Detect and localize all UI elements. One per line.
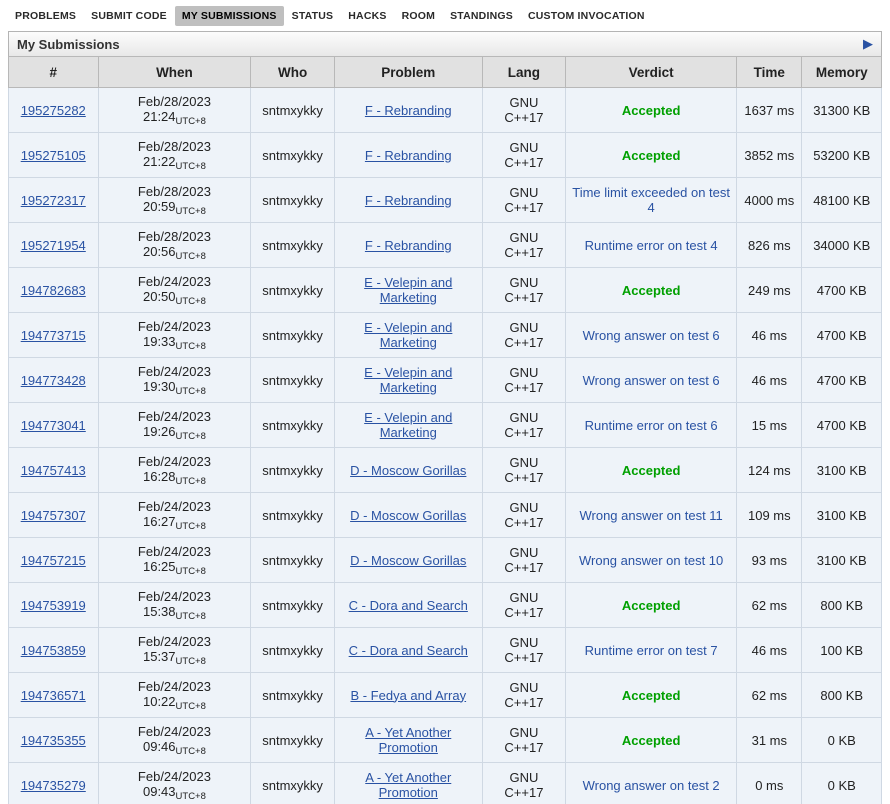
submission-id-link[interactable]: 194736571 <box>20 687 86 703</box>
submission-time: 15 ms <box>737 403 802 448</box>
submission-id-link[interactable]: 194757215 <box>20 552 86 568</box>
submission-date: Feb/28/2023 <box>137 184 211 199</box>
status-badge[interactable]: Wrong answer on test 2 <box>582 777 720 793</box>
status-badge[interactable]: Runtime error on test 6 <box>584 417 718 433</box>
submission-id-link[interactable]: 194757307 <box>20 507 86 523</box>
submission-time: 46 ms <box>737 313 802 358</box>
submission-when-cell <box>98 628 251 673</box>
submission-time-of-day: 21:22 <box>142 154 176 169</box>
problem-link[interactable]: F - Rebranding <box>364 147 452 163</box>
submission-id-link[interactable]: 195275282 <box>20 102 86 118</box>
submission-problem-cell <box>334 88 482 133</box>
submission-verdict-cell <box>566 448 737 493</box>
submission-time: 0 ms <box>737 763 802 804</box>
submission-date: Feb/24/2023 <box>137 724 211 739</box>
submission-verdict-cell <box>566 583 737 628</box>
submission-id-link[interactable]: 194773715 <box>20 327 86 343</box>
submission-id-cell <box>9 178 99 223</box>
col-header-verdict[interactable]: Verdict <box>566 57 737 88</box>
submission-author[interactable]: sntmxykky <box>251 178 334 223</box>
submission-timezone: UTC+8 <box>175 386 206 397</box>
problem-link[interactable]: F - Rebranding <box>364 102 452 118</box>
submission-language: GNU C++17 <box>482 673 565 718</box>
submission-author[interactable]: sntmxykky <box>251 268 334 313</box>
submission-time: 3852 ms <box>737 133 802 178</box>
submissions-body <box>9 88 882 804</box>
status-badge[interactable]: Accepted <box>621 282 681 298</box>
submission-problem-cell <box>334 268 482 313</box>
submission-when-cell <box>98 583 251 628</box>
submission-author[interactable]: sntmxykky <box>251 133 334 178</box>
submission-language: GNU C++17 <box>482 268 565 313</box>
submission-problem-cell <box>334 313 482 358</box>
submission-timezone: UTC+8 <box>175 431 206 442</box>
submission-problem-cell <box>334 223 482 268</box>
submission-id-link[interactable]: 195272317 <box>20 192 86 208</box>
submission-timezone: UTC+8 <box>175 251 206 262</box>
submission-language: GNU C++17 <box>482 133 565 178</box>
table-row <box>9 628 882 673</box>
table-header-row <box>9 57 882 88</box>
submission-verdict-cell <box>566 718 737 763</box>
table-row <box>9 313 882 358</box>
submission-language: GNU C++17 <box>482 403 565 448</box>
status-badge[interactable]: Accepted <box>621 732 681 748</box>
problem-link[interactable]: E - Velepin and Marketing <box>364 320 453 350</box>
submission-language: GNU C++17 <box>482 538 565 583</box>
submission-date: Feb/24/2023 <box>137 544 211 559</box>
nav-item-submit-code[interactable]: SUBMIT CODE <box>91 9 167 22</box>
submission-time-of-day: 09:43 <box>142 784 176 799</box>
submission-time-of-day: 20:50 <box>142 289 176 304</box>
table-row <box>9 268 882 313</box>
submission-time-of-day: 10:22 <box>142 694 176 709</box>
submission-language: GNU C++17 <box>482 178 565 223</box>
submission-verdict-cell <box>566 538 737 583</box>
nav-item-problems[interactable]: PROBLEMS <box>15 9 77 22</box>
submission-time-of-day: 20:59 <box>142 199 176 214</box>
submission-when-cell <box>98 493 251 538</box>
submission-timezone: UTC+8 <box>175 521 206 532</box>
submission-memory: 34000 KB <box>802 223 882 268</box>
submission-timezone: UTC+8 <box>175 656 206 667</box>
problem-link[interactable]: C - Dora and Search <box>348 642 468 658</box>
status-badge[interactable]: Accepted <box>621 102 681 118</box>
submission-verdict-cell <box>566 358 737 403</box>
submission-problem-cell <box>334 493 482 538</box>
submission-verdict-cell <box>566 133 737 178</box>
submission-time-of-day: 16:28 <box>142 469 176 484</box>
table-row <box>9 403 882 448</box>
submission-verdict-cell <box>566 223 737 268</box>
submission-id-link[interactable]: 194782683 <box>20 282 86 298</box>
submission-author[interactable]: sntmxykky <box>251 673 334 718</box>
submission-time: 1637 ms <box>737 88 802 133</box>
submission-verdict-cell <box>566 763 737 804</box>
submission-time-of-day: 19:26 <box>142 424 176 439</box>
submissions-table-wrap <box>8 56 882 804</box>
submission-when-cell <box>98 358 251 403</box>
submission-id-cell <box>9 628 99 673</box>
status-badge[interactable]: Wrong answer on test 6 <box>582 372 720 388</box>
submission-memory: 4700 KB <box>802 403 882 448</box>
submission-timezone: UTC+8 <box>175 476 206 487</box>
submission-date: Feb/24/2023 <box>137 274 211 289</box>
submission-time: 31 ms <box>737 718 802 763</box>
submission-date: Feb/24/2023 <box>137 364 211 379</box>
table-row <box>9 718 882 763</box>
submission-problem-cell <box>334 718 482 763</box>
col-header-when[interactable]: When <box>98 57 251 88</box>
submission-memory: 4700 KB <box>802 313 882 358</box>
submission-id-cell <box>9 718 99 763</box>
submission-verdict-cell <box>566 673 737 718</box>
problem-link[interactable]: E - Velepin and Marketing <box>364 365 453 395</box>
submission-time: 4000 ms <box>737 178 802 223</box>
submission-language: GNU C++17 <box>482 448 565 493</box>
table-row <box>9 88 882 133</box>
submission-timezone: UTC+8 <box>175 161 206 172</box>
submission-date: Feb/24/2023 <box>137 769 211 784</box>
status-badge[interactable]: Wrong answer on test 10 <box>578 552 724 568</box>
submissions-table <box>8 56 882 804</box>
submission-language: GNU C++17 <box>482 493 565 538</box>
submission-memory: 31300 KB <box>802 88 882 133</box>
table-row <box>9 673 882 718</box>
submission-timezone: UTC+8 <box>175 791 206 802</box>
col-header-id[interactable]: # <box>9 57 99 88</box>
problem-link[interactable]: F - Rebranding <box>364 237 452 253</box>
submission-memory: 4700 KB <box>802 268 882 313</box>
submission-language: GNU C++17 <box>482 763 565 804</box>
submission-when-cell <box>98 718 251 763</box>
submission-author[interactable]: sntmxykky <box>251 718 334 763</box>
submission-when-cell <box>98 133 251 178</box>
submission-id-cell <box>9 223 99 268</box>
nav-item-custom-invocation[interactable]: CUSTOM INVOCATION <box>527 9 645 22</box>
nav-item-status[interactable]: STATUS <box>291 9 334 22</box>
status-badge[interactable]: Accepted <box>621 687 681 703</box>
submission-verdict-cell <box>566 403 737 448</box>
submission-id-link[interactable]: 194753919 <box>20 597 86 613</box>
submission-id-link[interactable]: 195275105 <box>20 147 86 163</box>
problem-link[interactable]: A - Yet Another Promotion <box>365 770 452 800</box>
submission-when-cell <box>98 538 251 583</box>
submission-id-cell <box>9 538 99 583</box>
submission-language: GNU C++17 <box>482 628 565 673</box>
table-row <box>9 763 882 804</box>
submission-problem-cell <box>334 358 482 403</box>
submission-id-cell <box>9 448 99 493</box>
submission-problem-cell <box>334 673 482 718</box>
submission-memory: 3100 KB <box>802 493 882 538</box>
submission-memory: 53200 KB <box>802 133 882 178</box>
problem-link[interactable]: D - Moscow Gorillas <box>350 507 467 523</box>
col-header-problem[interactable]: Problem <box>334 57 482 88</box>
submission-author[interactable]: sntmxykky <box>251 223 334 268</box>
submission-language: GNU C++17 <box>482 583 565 628</box>
submission-id-cell <box>9 268 99 313</box>
problem-link[interactable]: E - Velepin and Marketing <box>364 410 453 440</box>
submission-memory: 100 KB <box>802 628 882 673</box>
submission-date: Feb/24/2023 <box>137 409 211 424</box>
submission-problem-cell <box>334 763 482 804</box>
submission-time: 826 ms <box>737 223 802 268</box>
submission-id-cell <box>9 313 99 358</box>
problem-link[interactable]: C - Dora and Search <box>348 597 468 613</box>
submission-author[interactable]: sntmxykky <box>251 493 334 538</box>
submission-timezone: UTC+8 <box>175 296 206 307</box>
submission-author[interactable]: sntmxykky <box>251 313 334 358</box>
submission-date: Feb/24/2023 <box>137 634 211 649</box>
submission-language: GNU C++17 <box>482 313 565 358</box>
status-badge[interactable]: Runtime error on test 4 <box>584 237 718 253</box>
submission-id-cell <box>9 763 99 804</box>
submission-problem-cell <box>334 133 482 178</box>
submission-id-cell <box>9 358 99 403</box>
submission-problem-cell <box>334 538 482 583</box>
submission-verdict-cell <box>566 178 737 223</box>
submission-verdict-cell <box>566 313 737 358</box>
submission-when-cell <box>98 178 251 223</box>
submission-time: 109 ms <box>737 493 802 538</box>
submission-id-link[interactable]: 194773428 <box>20 372 86 388</box>
problem-link[interactable]: D - Moscow Gorillas <box>350 462 467 478</box>
page-title: My Submissions <box>17 36 120 52</box>
submission-timezone: UTC+8 <box>175 611 206 622</box>
submission-author[interactable]: sntmxykky <box>251 763 334 804</box>
table-row <box>9 358 882 403</box>
submission-time: 93 ms <box>737 538 802 583</box>
table-row <box>9 493 882 538</box>
submission-when-cell <box>98 223 251 268</box>
submission-when-cell <box>98 448 251 493</box>
submission-language: GNU C++17 <box>482 223 565 268</box>
submission-time: 46 ms <box>737 358 802 403</box>
submission-date: Feb/28/2023 <box>137 229 211 244</box>
submission-timezone: UTC+8 <box>175 341 206 352</box>
submission-id-cell <box>9 673 99 718</box>
col-header-lang[interactable]: Lang <box>482 57 565 88</box>
submission-id-link[interactable]: 194753859 <box>20 642 86 658</box>
submission-time-of-day: 21:24 <box>142 109 176 124</box>
panel-header <box>8 31 882 56</box>
submission-when-cell <box>98 763 251 804</box>
submission-date: Feb/24/2023 <box>137 319 211 334</box>
submission-date: Feb/28/2023 <box>137 94 211 109</box>
main-nav <box>0 0 890 31</box>
submission-memory: 48100 KB <box>802 178 882 223</box>
submission-problem-cell <box>334 628 482 673</box>
submission-author[interactable]: sntmxykky <box>251 583 334 628</box>
submission-id-link[interactable]: 194735279 <box>20 777 86 793</box>
submission-memory: 3100 KB <box>802 538 882 583</box>
submission-memory: 3100 KB <box>802 448 882 493</box>
submission-memory: 0 KB <box>802 763 882 804</box>
status-badge[interactable]: Accepted <box>621 147 681 163</box>
table-row <box>9 583 882 628</box>
nav-item-room[interactable]: ROOM <box>401 9 436 22</box>
submission-language: GNU C++17 <box>482 358 565 403</box>
submission-problem-cell <box>334 403 482 448</box>
nav-item-hacks[interactable]: HACKS <box>348 9 387 22</box>
submission-problem-cell <box>334 448 482 493</box>
submission-id-link[interactable]: 195271954 <box>20 237 86 253</box>
table-row <box>9 178 882 223</box>
problem-link[interactable]: A - Yet Another Promotion <box>365 725 452 755</box>
submission-id-cell <box>9 133 99 178</box>
submission-author[interactable]: sntmxykky <box>251 88 334 133</box>
status-badge[interactable]: Runtime error on test 7 <box>584 642 718 658</box>
problem-link[interactable]: F - Rebranding <box>364 192 452 208</box>
submission-id-cell <box>9 88 99 133</box>
submission-timezone: UTC+8 <box>175 701 206 712</box>
submission-when-cell <box>98 268 251 313</box>
status-badge[interactable]: Wrong answer on test 11 <box>579 507 723 523</box>
status-badge[interactable]: Wrong answer on test 6 <box>582 327 720 343</box>
submission-date: Feb/24/2023 <box>137 499 211 514</box>
submission-date: Feb/24/2023 <box>137 589 211 604</box>
submission-timezone: UTC+8 <box>175 746 206 757</box>
submission-author[interactable]: sntmxykky <box>251 628 334 673</box>
table-row <box>9 133 882 178</box>
col-header-who[interactable]: Who <box>251 57 334 88</box>
submission-timezone: UTC+8 <box>175 206 206 217</box>
submission-author[interactable]: sntmxykky <box>251 403 334 448</box>
submission-time: 124 ms <box>737 448 802 493</box>
submission-problem-cell <box>334 583 482 628</box>
col-header-memory[interactable]: Memory <box>802 57 882 88</box>
submission-id-cell <box>9 493 99 538</box>
submission-problem-cell <box>334 178 482 223</box>
submission-verdict-cell <box>566 88 737 133</box>
problem-link[interactable]: E - Velepin and Marketing <box>364 275 453 305</box>
nav-item-my-submissions[interactable]: MY SUBMISSIONS <box>175 6 284 26</box>
submission-time: 62 ms <box>737 673 802 718</box>
submission-time-of-day: 15:37 <box>142 649 176 664</box>
problem-link[interactable]: D - Moscow Gorillas <box>350 552 467 568</box>
submission-time: 46 ms <box>737 628 802 673</box>
table-row <box>9 223 882 268</box>
submission-id-link[interactable]: 194757413 <box>20 462 86 478</box>
submission-time-of-day: 16:25 <box>142 559 176 574</box>
submission-time-of-day: 15:38 <box>142 604 176 619</box>
nav-item-standings[interactable]: STANDINGS <box>450 9 513 22</box>
submission-time-of-day: 19:33 <box>142 334 176 349</box>
submission-timezone: UTC+8 <box>175 566 206 577</box>
submission-time: 249 ms <box>737 268 802 313</box>
submission-date: Feb/28/2023 <box>137 139 211 154</box>
submission-id-link[interactable]: 194773041 <box>20 417 86 433</box>
submission-time-of-day: 20:56 <box>142 244 176 259</box>
submission-when-cell <box>98 403 251 448</box>
submission-date: Feb/24/2023 <box>137 454 211 469</box>
submission-time-of-day: 19:30 <box>142 379 176 394</box>
submission-time-of-day: 09:46 <box>142 739 176 754</box>
submission-author[interactable]: sntmxykky <box>251 538 334 583</box>
col-header-time[interactable]: Time <box>737 57 802 88</box>
submission-verdict-cell <box>566 493 737 538</box>
table-row <box>9 538 882 583</box>
chevron-right-icon[interactable]: ▶ <box>863 36 873 51</box>
submission-id-cell <box>9 403 99 448</box>
submission-when-cell <box>98 673 251 718</box>
status-badge[interactable]: Accepted <box>621 597 681 613</box>
submission-id-link[interactable]: 194735355 <box>20 732 86 748</box>
submission-timezone: UTC+8 <box>175 116 206 127</box>
submission-when-cell <box>98 88 251 133</box>
table-row <box>9 448 882 493</box>
submission-memory: 800 KB <box>802 673 882 718</box>
submission-date: Feb/24/2023 <box>137 679 211 694</box>
submission-memory: 4700 KB <box>802 358 882 403</box>
submission-id-cell <box>9 583 99 628</box>
submission-time: 62 ms <box>737 583 802 628</box>
submission-memory: 800 KB <box>802 583 882 628</box>
submission-when-cell <box>98 313 251 358</box>
submission-author[interactable]: sntmxykky <box>251 358 334 403</box>
submission-time-of-day: 16:27 <box>142 514 176 529</box>
submission-language: GNU C++17 <box>482 718 565 763</box>
status-badge[interactable]: Accepted <box>621 462 681 478</box>
submission-language: GNU C++17 <box>482 88 565 133</box>
problem-link[interactable]: B - Fedya and Array <box>350 687 467 703</box>
status-badge[interactable]: Time limit exceeded on test 4 <box>572 185 731 215</box>
submission-author[interactable]: sntmxykky <box>251 448 334 493</box>
submission-verdict-cell <box>566 268 737 313</box>
submission-memory: 0 KB <box>802 718 882 763</box>
submission-verdict-cell <box>566 628 737 673</box>
